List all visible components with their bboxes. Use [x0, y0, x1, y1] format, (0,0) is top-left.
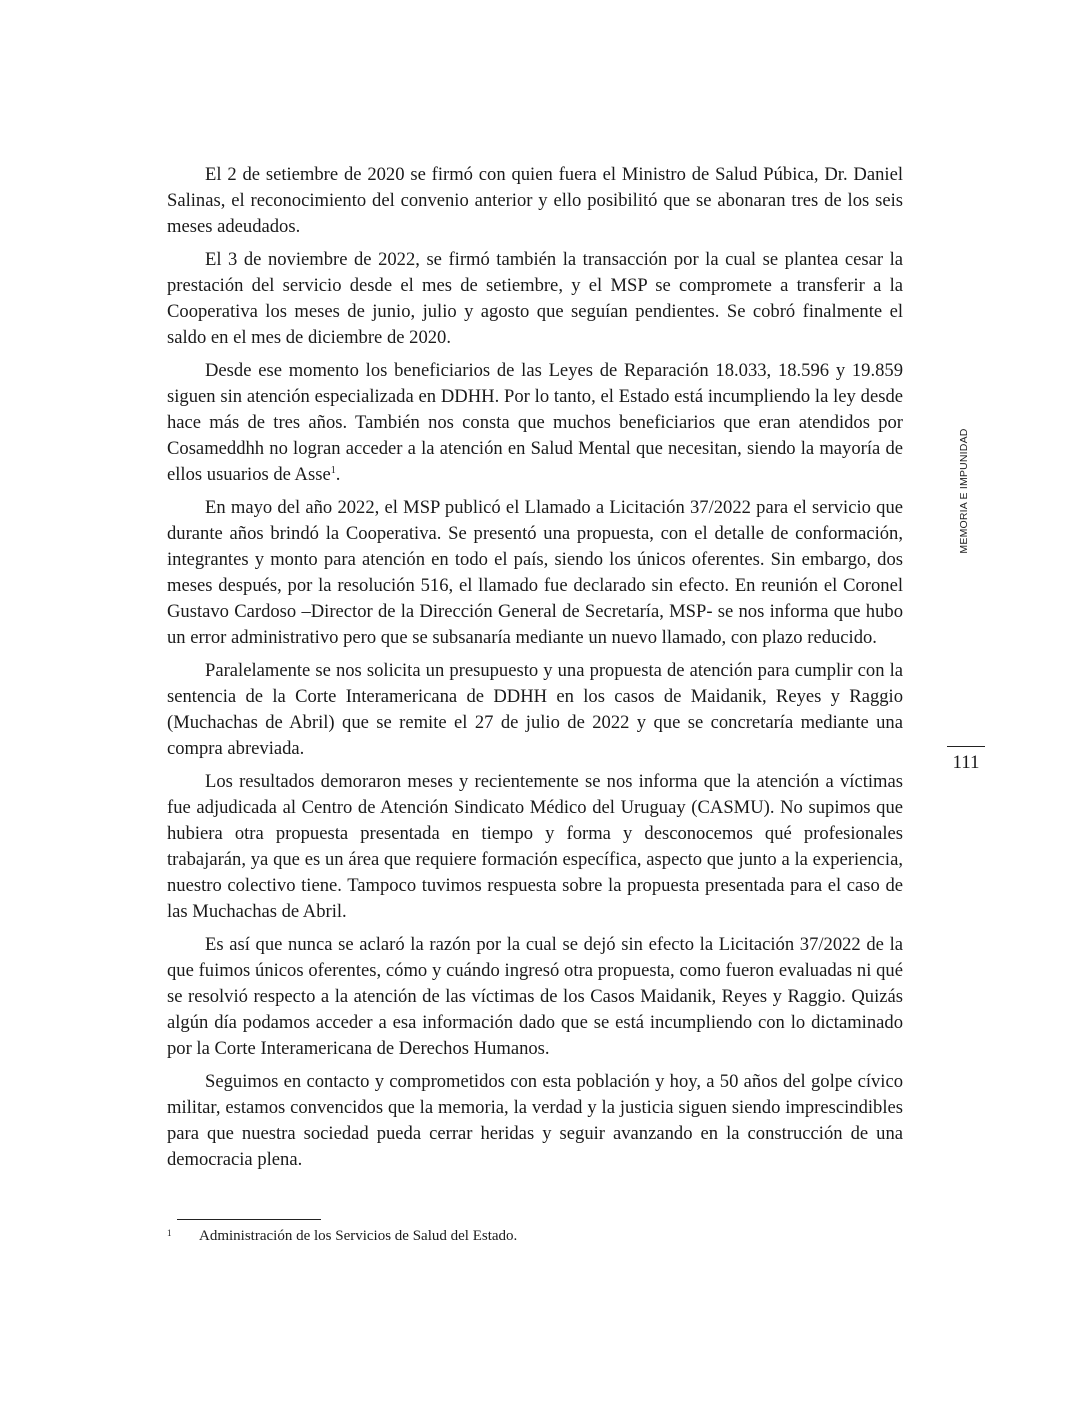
footnote-number: 1	[167, 1228, 172, 1238]
paragraph-2: El 3 de noviembre de 2022, se firmó también la transacción por la cual se plantea cesar la prestación del servicio desde el mes de setiembre, y el MSP se compromete a transferir a la Cooperativa los meses de junio, julio y agosto que seguían pendientes. Se cobró finalmente el saldo en el mes de diciembre de 2020.	[167, 249, 903, 348]
paragraph-8: Seguimos en contacto y comprometidos con esta población y hoy, a 50 años del golpe cívico militar, estamos convencidos que la memoria, la verdad y la justicia siguen siendo imprescindibles para que nuestra sociedad pueda cerrar heridas y seguir avanzando en la construcción de una democracia plena.	[167, 1071, 903, 1170]
paragraph-6: Los resultados demoraron meses y recientemente se nos informa que la atención a víctimas fue adjudicada al Centro de Atención Sindicato Médico del Uruguay (CASMU). No supimos que hubiera otra propuesta presentada en tiempo y forma y desconocemos qué profesionales trabajarán, ya que es un área que requiere formación específica, aspecto que junto a la experiencia, nuestro colectivo tiene. Tampoco tuvimos respuesta sobre la propuesta presentada para el caso de las Muchachas de Abril.	[167, 771, 903, 922]
page-number-rule	[947, 746, 985, 747]
paragraph-3-text: Desde ese momento los beneficiarios de las Leyes de Reparación 18.033, 18.596 y 19.859 siguen sin atención especializada en DDHH. Por lo tanto, el Estado está incumpliendo la ley desde hace más de tres años. También nos consta que muchos beneficiarios que eran atendidos por Cosameddhh no logran acceder a la atención en Salud Mental que necesitan, siendo la mayoría de ellos usuarios de Asse	[167, 360, 903, 485]
footnote	[167, 1226, 517, 1246]
page-number: 111	[952, 752, 980, 773]
footnote-reference: 1	[330, 464, 336, 476]
footnote-text: Administración de los Servicios de Salud del Estado.	[199, 1228, 518, 1244]
footnote-divider	[177, 1219, 321, 1220]
paragraph-7: Es así que nunca se aclaró la razón por la cual se dejó sin efecto la Licitación 37/2022 de la que fuimos únicos oferentes, cómo y cuándo ingresó otra propuesta, como fueron evaluadas ni qué se resolvió respecto a la atención de las víctimas de los Casos Maidanik, Reyes y Raggio. Quizás algún día podamos acceder a esa información dado que se está incumpliendo con lo dictaminado por la Corte Interamericana de Derechos Humanos.	[167, 934, 903, 1059]
paragraph-3	[167, 358, 903, 488]
paragraph-1: El 2 de setiembre de 2020 se firmó con quien fuera el Ministro de Salud Púbica, Dr. Daniel Salinas, el reconocimiento del convenio anterior y ello posibilitó que se abonaran tres de los seis meses adeudados.	[167, 164, 903, 237]
paragraph-5: Paralelamente se nos solicita un presupuesto y una propuesta de atención para cumplir con la sentencia de la Corte Interamericana de DDHH en los casos de Maidanik, Reyes y Raggio (Muchachas de Abril) que se remite el 27 de julio de 2022 y que se concretaría mediante una compra abreviada.	[167, 660, 903, 759]
paragraph-4: En mayo del año 2022, el MSP publicó el Llamado a Licitación 37/2022 para el servicio que durante años brindó la Cooperativa. Se presentó una propuesta, con el detalle de conformación, integrantes y monto para atención en todo el país, siendo los únicos oferentes. Sin embargo, dos meses después, por la resolución 516, el llamado fue declarado sin efecto. En reunión el Coronel Gustavo Cardoso –Director de la Dirección General de Secretaría, MSP- se nos informa que hubo un error administrativo pero que se subsanaría mediante un nuevo llamado, con plazo reducido.	[167, 497, 903, 648]
body-text	[167, 162, 903, 1180]
running-head-text: MEMORIA E IMPUNIDAD	[958, 428, 970, 554]
paragraph-3-end: .	[335, 464, 341, 485]
